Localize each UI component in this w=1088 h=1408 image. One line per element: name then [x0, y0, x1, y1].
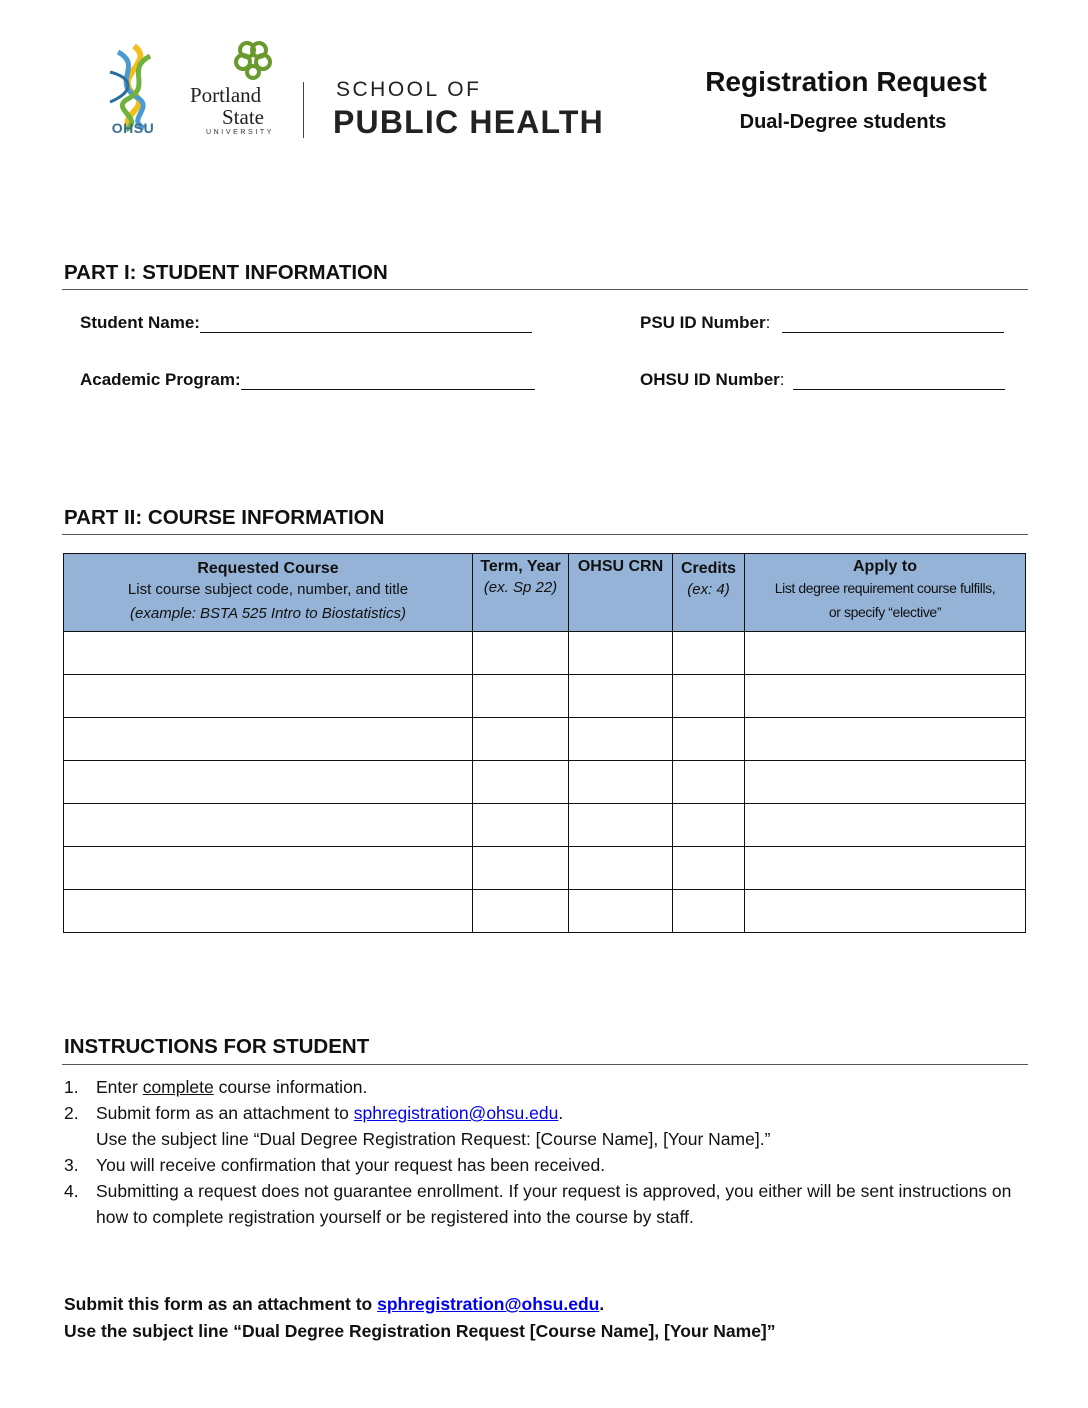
col-ohsu-crn-title: OHSU CRN [577, 558, 664, 575]
list-item-text [96, 1074, 1024, 1100]
table-cell[interactable] [569, 632, 673, 675]
table-cell[interactable] [473, 675, 569, 718]
table-row [64, 632, 1026, 675]
instructions-heading: INSTRUCTIONS FOR STUDENT [64, 1035, 370, 1058]
col-apply-to-title: Apply to [853, 558, 917, 575]
col-requested-course-title: Requested Course [197, 560, 339, 577]
table-cell[interactable] [64, 675, 473, 718]
psu-id-input[interactable] [782, 314, 1004, 333]
table-cell[interactable] [473, 804, 569, 847]
col-credits [673, 554, 745, 632]
logo-divider [303, 82, 304, 138]
footer-line1-end: . [599, 1294, 605, 1314]
student-name-input[interactable] [200, 314, 532, 333]
public-health-text: PUBLIC HEALTH [333, 104, 604, 140]
instruction-1-text-end: course information. [213, 1077, 368, 1097]
table-cell[interactable] [64, 718, 473, 761]
psu-logo-name [190, 84, 264, 128]
table-row [64, 761, 1026, 804]
table-cell[interactable] [473, 718, 569, 761]
psu-id-field [640, 313, 1004, 333]
col-requested-course [64, 554, 473, 632]
table-cell[interactable] [569, 718, 673, 761]
table-row [64, 718, 1026, 761]
school-of-text: SCHOOL OF [336, 78, 482, 101]
academic-program-label: Academic Program: [80, 370, 241, 389]
list-item [64, 1074, 1024, 1100]
col-requested-course-desc: List course subject code, number, and title [127, 581, 409, 598]
psu-logo-icon [233, 40, 273, 80]
student-name-label: Student Name: [80, 313, 200, 332]
table-cell[interactable] [64, 847, 473, 890]
table-cell[interactable] [745, 761, 1026, 804]
instruction-1-text: Enter [96, 1077, 143, 1097]
email-link[interactable]: sphregistration@ohsu.edu [353, 1103, 559, 1123]
instructions-list [64, 1074, 1024, 1230]
col-apply-to-desc: List degree requirement course fulfills, [774, 580, 996, 596]
table-cell[interactable] [673, 632, 745, 675]
ohsu-id-input[interactable] [793, 371, 1005, 390]
table-cell[interactable] [673, 847, 745, 890]
table-cell[interactable] [473, 761, 569, 804]
footer-note [64, 1291, 776, 1345]
table-row [64, 890, 1026, 933]
instruction-1-emphasis: complete [142, 1077, 214, 1097]
table-cell[interactable] [745, 890, 1026, 933]
document-subtitle: Dual-Degree students [739, 111, 947, 133]
col-apply-to [745, 554, 1026, 632]
part2-rule [62, 534, 1028, 535]
table-cell[interactable] [745, 632, 1026, 675]
ohsu-id-field [640, 370, 1005, 390]
list-item-number: 4. [64, 1181, 79, 1201]
table-cell[interactable] [569, 804, 673, 847]
part1-rule [62, 289, 1028, 290]
table-cell[interactable] [569, 761, 673, 804]
table-cell[interactable] [569, 675, 673, 718]
table-cell[interactable] [473, 632, 569, 675]
table-cell[interactable] [569, 847, 673, 890]
course-table-body [64, 632, 1026, 933]
list-item [64, 1152, 1024, 1178]
table-cell[interactable] [673, 675, 745, 718]
table-cell[interactable] [64, 761, 473, 804]
instruction-2-text: Submit form as an attachment to [96, 1103, 354, 1123]
academic-program-field [80, 370, 535, 390]
table-cell[interactable] [569, 890, 673, 933]
part2-heading: PART II: COURSE INFORMATION [64, 506, 385, 529]
list-item-text [96, 1100, 1024, 1152]
table-cell[interactable] [673, 890, 745, 933]
psu-university-text: UNIVERSITY [206, 129, 275, 136]
table-cell[interactable] [673, 718, 745, 761]
ohsu-id-colon: : [779, 370, 785, 389]
footer-line1-text: Submit this form as an attachment to [64, 1294, 378, 1314]
table-cell[interactable] [473, 847, 569, 890]
col-credits-example: (ex: 4) [687, 581, 730, 598]
footer-subject-line: Use the subject line “Dual Degree Registration Request [Course Name], [Your Name]” [64, 1321, 776, 1341]
course-table-header [64, 554, 1026, 632]
document-title: Registration Request [705, 66, 987, 97]
instruction-2-subject-line: Use the subject line “Dual Degree Registration Request: [Course Name], [Your Name].” [96, 1129, 771, 1149]
col-term-year [473, 554, 569, 632]
table-cell[interactable] [745, 804, 1026, 847]
list-item-text: You will receive confirmation that your request has been received. [96, 1155, 606, 1175]
course-table [63, 553, 1026, 933]
col-term-year-title: Term, Year [480, 558, 561, 575]
ohsu-logo-text: OHSU [111, 120, 155, 136]
instructions-rule [62, 1064, 1028, 1065]
footer-email-link[interactable]: sphregistration@ohsu.edu [377, 1294, 600, 1314]
table-row [64, 847, 1026, 890]
table-row [64, 675, 1026, 718]
psu-id-label: PSU ID Number [640, 313, 766, 332]
psu-name-line2: State [222, 105, 264, 129]
col-term-year-example: (ex. Sp 22) [483, 579, 558, 596]
part1-heading: PART I: STUDENT INFORMATION [64, 261, 388, 284]
list-item-number: 1. [64, 1077, 79, 1097]
table-cell[interactable] [64, 890, 473, 933]
table-cell[interactable] [64, 804, 473, 847]
table-cell[interactable] [673, 761, 745, 804]
list-item-text: Submitting a request does not guarantee enrollment. If your request is approved, you either will be sent instructions on how to complete registration yourself or be registered into the course by staff. [96, 1181, 1012, 1227]
list-item [64, 1178, 1024, 1230]
academic-program-input[interactable] [241, 371, 535, 390]
list-item-number: 3. [64, 1155, 79, 1175]
table-row [64, 804, 1026, 847]
psu-id-colon: : [765, 313, 771, 332]
table-cell[interactable] [64, 632, 473, 675]
table-cell[interactable] [745, 718, 1026, 761]
list-item-number: 2. [64, 1103, 79, 1123]
col-credits-title: Credits [680, 560, 737, 577]
table-cell[interactable] [745, 847, 1026, 890]
table-cell[interactable] [745, 675, 1026, 718]
table-cell[interactable] [673, 804, 745, 847]
ohsu-id-label: OHSU ID Number [640, 370, 780, 389]
psu-name-line1: Portland [190, 83, 262, 107]
instruction-2-text-end: . [558, 1103, 564, 1123]
list-item [64, 1100, 1024, 1152]
table-cell[interactable] [473, 890, 569, 933]
col-apply-to-desc2: or specify “elective” [828, 604, 942, 620]
student-name-field [80, 313, 532, 333]
col-ohsu-crn [569, 554, 673, 632]
col-requested-course-example: (example: BSTA 525 Intro to Biostatistics) [130, 605, 406, 622]
